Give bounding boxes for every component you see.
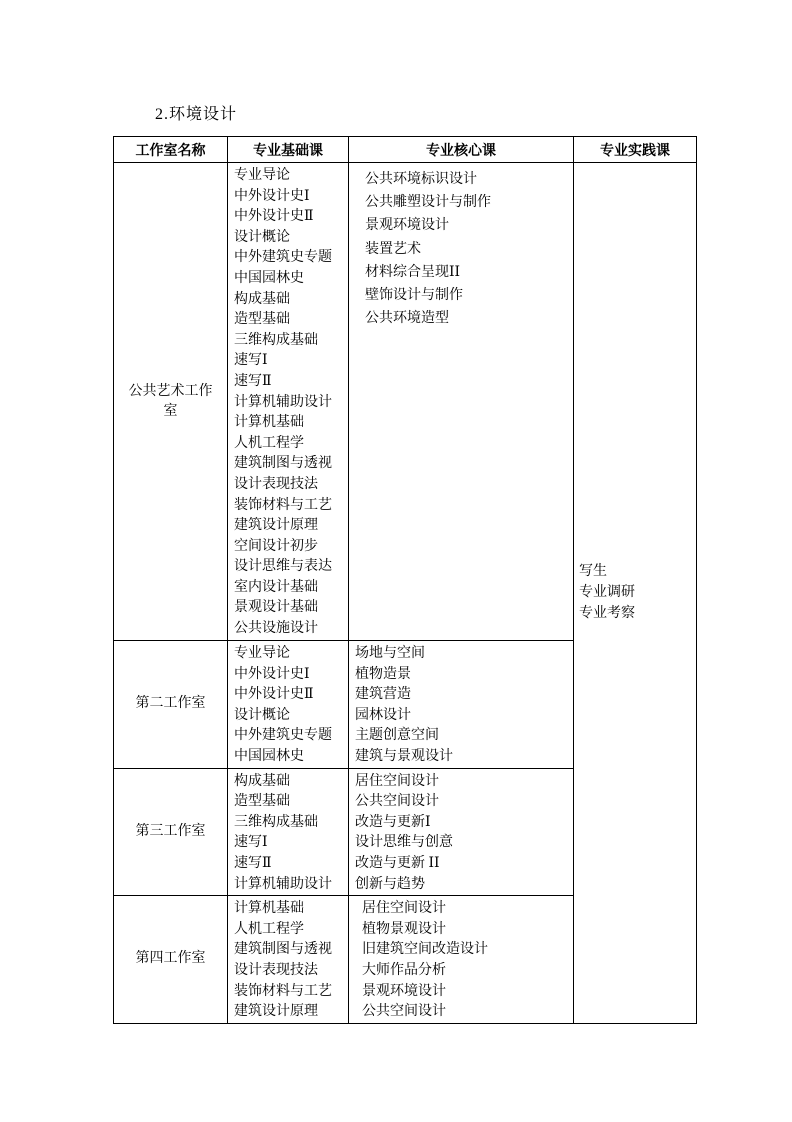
- section-title: 2.环境设计: [155, 106, 238, 123]
- studio-name: 第三工作室: [135, 823, 206, 839]
- core-course-item: 设计思维与创意: [355, 835, 453, 851]
- foundation-course-item: 中外设计史Ⅱ: [234, 687, 314, 703]
- foundation-course-item: 装饰材料与工艺: [234, 497, 332, 513]
- core-course-item: 建筑与景观设计: [355, 748, 453, 764]
- foundation-course-item: 中外建筑史专题: [234, 250, 332, 266]
- foundation-course-item: 公共设施设计: [234, 621, 318, 637]
- foundation-courses-cell: [228, 641, 349, 769]
- table-row: [114, 163, 697, 641]
- foundation-course-item: 速写Ⅱ: [234, 855, 272, 871]
- core-course-item: 居住空间设计: [355, 773, 439, 789]
- foundation-course-item: 室内设计基础: [234, 579, 318, 595]
- core-courses-cell: [349, 768, 574, 896]
- studio-name-cell: [114, 163, 228, 641]
- foundation-course-item: 设计表现技法: [234, 476, 318, 492]
- core-course-item: 大师作品分析: [362, 962, 446, 978]
- core-course-item: 改造与更新Ⅰ: [355, 814, 431, 830]
- core-course-item: 主题创意空间: [355, 728, 439, 744]
- foundation-course-item: 计算机辅助设计: [234, 876, 332, 892]
- practice-courses-cell: [574, 163, 697, 1024]
- core-course-item: 装置艺术: [365, 241, 421, 257]
- curriculum-table: [113, 136, 697, 1024]
- foundation-course-item: 建筑制图与透视: [234, 456, 332, 472]
- core-course-item: 景观环境设计: [365, 218, 449, 234]
- column-header-practice-courses: 专业实践课: [574, 137, 697, 163]
- studio-name-cell: [114, 641, 228, 769]
- practice-course-item: 写生: [579, 564, 607, 580]
- core-course-item: 公共环境造型: [365, 311, 449, 327]
- foundation-course-item: 设计表现技法: [234, 962, 318, 978]
- foundation-course-item: 中外设计史Ⅰ: [234, 188, 310, 204]
- studio-name: 第四工作室: [135, 951, 206, 967]
- foundation-course-item: 中外设计史Ⅰ: [234, 666, 310, 682]
- foundation-course-item: 造型基础: [234, 312, 290, 328]
- foundation-course-item: 人机工程学: [234, 435, 304, 451]
- foundation-courses-cell: [228, 163, 349, 641]
- practice-course-item: 专业考察: [579, 606, 635, 622]
- foundation-course-item: 建筑制图与透视: [234, 942, 332, 958]
- core-course-item: 景观环境设计: [362, 983, 446, 999]
- foundation-course-item: 计算机基础: [234, 901, 304, 917]
- core-course-item: 材料综合呈现ⅠⅠ: [365, 264, 461, 280]
- core-course-item: 建筑营造: [355, 687, 411, 703]
- foundation-course-item: 三维构成基础: [234, 814, 318, 830]
- foundation-course-item: 速写Ⅱ: [234, 373, 272, 389]
- foundation-course-item: 建筑设计原理: [234, 518, 318, 534]
- foundation-course-item: 景观设计基础: [234, 600, 318, 616]
- foundation-courses-cell: [228, 896, 349, 1024]
- core-course-item: 公共空间设计: [355, 794, 439, 810]
- core-course-item: 园林设计: [355, 707, 411, 723]
- foundation-course-item: 设计概论: [234, 229, 290, 245]
- core-courses-cell: [349, 163, 574, 641]
- core-course-item: 创新与趋势: [355, 876, 425, 892]
- foundation-course-item: 造型基础: [234, 794, 290, 810]
- core-courses-cell: [349, 641, 574, 769]
- column-header-foundation-courses: 专业基础课: [228, 137, 349, 163]
- foundation-course-item: 三维构成基础: [234, 332, 318, 348]
- foundation-course-item: 设计思维与表达: [234, 559, 332, 575]
- foundation-course-item: 人机工程学: [234, 921, 304, 937]
- foundation-course-item: 计算机基础: [234, 415, 304, 431]
- foundation-course-item: 构成基础: [234, 291, 290, 307]
- core-course-item: 场地与空间: [355, 646, 425, 661]
- core-course-item: 植物景观设计: [362, 921, 446, 937]
- studio-name-cell: [114, 896, 228, 1024]
- core-course-item: 居住空间设计: [362, 901, 446, 917]
- foundation-course-item: 中外建筑史专题: [234, 728, 332, 744]
- studio-name: 公共艺术工作室: [128, 383, 213, 419]
- foundation-course-item: 中国园林史: [234, 748, 304, 764]
- core-courses-cell: [349, 896, 574, 1024]
- table-header-row: [114, 137, 697, 163]
- core-course-item: 改造与更新 ⅠⅠ: [355, 855, 440, 871]
- column-header-core-courses: 专业核心课: [349, 137, 574, 163]
- core-course-item: 公共环境标识设计: [365, 172, 477, 187]
- foundation-course-item: 空间设计初步: [234, 538, 318, 554]
- foundation-course-item: 计算机辅助设计: [234, 394, 332, 410]
- foundation-course-item: 中国园林史: [234, 270, 304, 286]
- course-table-body: [114, 163, 697, 1024]
- foundation-course-item: 专业导论: [234, 168, 290, 183]
- foundation-courses-cell: [228, 768, 349, 896]
- core-course-item: 公共空间设计: [362, 1004, 446, 1020]
- foundation-course-item: 构成基础: [234, 773, 290, 789]
- practice-course-item: 专业调研: [579, 585, 635, 601]
- core-course-item: 壁饰设计与制作: [365, 288, 463, 304]
- core-course-item: 植物造景: [355, 666, 411, 682]
- foundation-course-item: 速写Ⅰ: [234, 835, 268, 851]
- foundation-course-item: 装饰材料与工艺: [234, 983, 332, 999]
- foundation-course-item: 设计概论: [234, 707, 290, 723]
- column-header-studio-name: 工作室名称: [114, 137, 228, 163]
- foundation-course-item: 速写Ⅰ: [234, 353, 268, 369]
- core-course-item: 公共雕塑设计与制作: [365, 195, 491, 211]
- core-course-item: 旧建筑空间改造设计: [362, 942, 488, 958]
- foundation-course-item: 专业导论: [234, 646, 290, 661]
- studio-name: 第二工作室: [135, 696, 206, 712]
- foundation-course-item: 中外设计史Ⅱ: [234, 209, 314, 225]
- studio-name-cell: [114, 768, 228, 896]
- foundation-course-item: 建筑设计原理: [234, 1004, 318, 1020]
